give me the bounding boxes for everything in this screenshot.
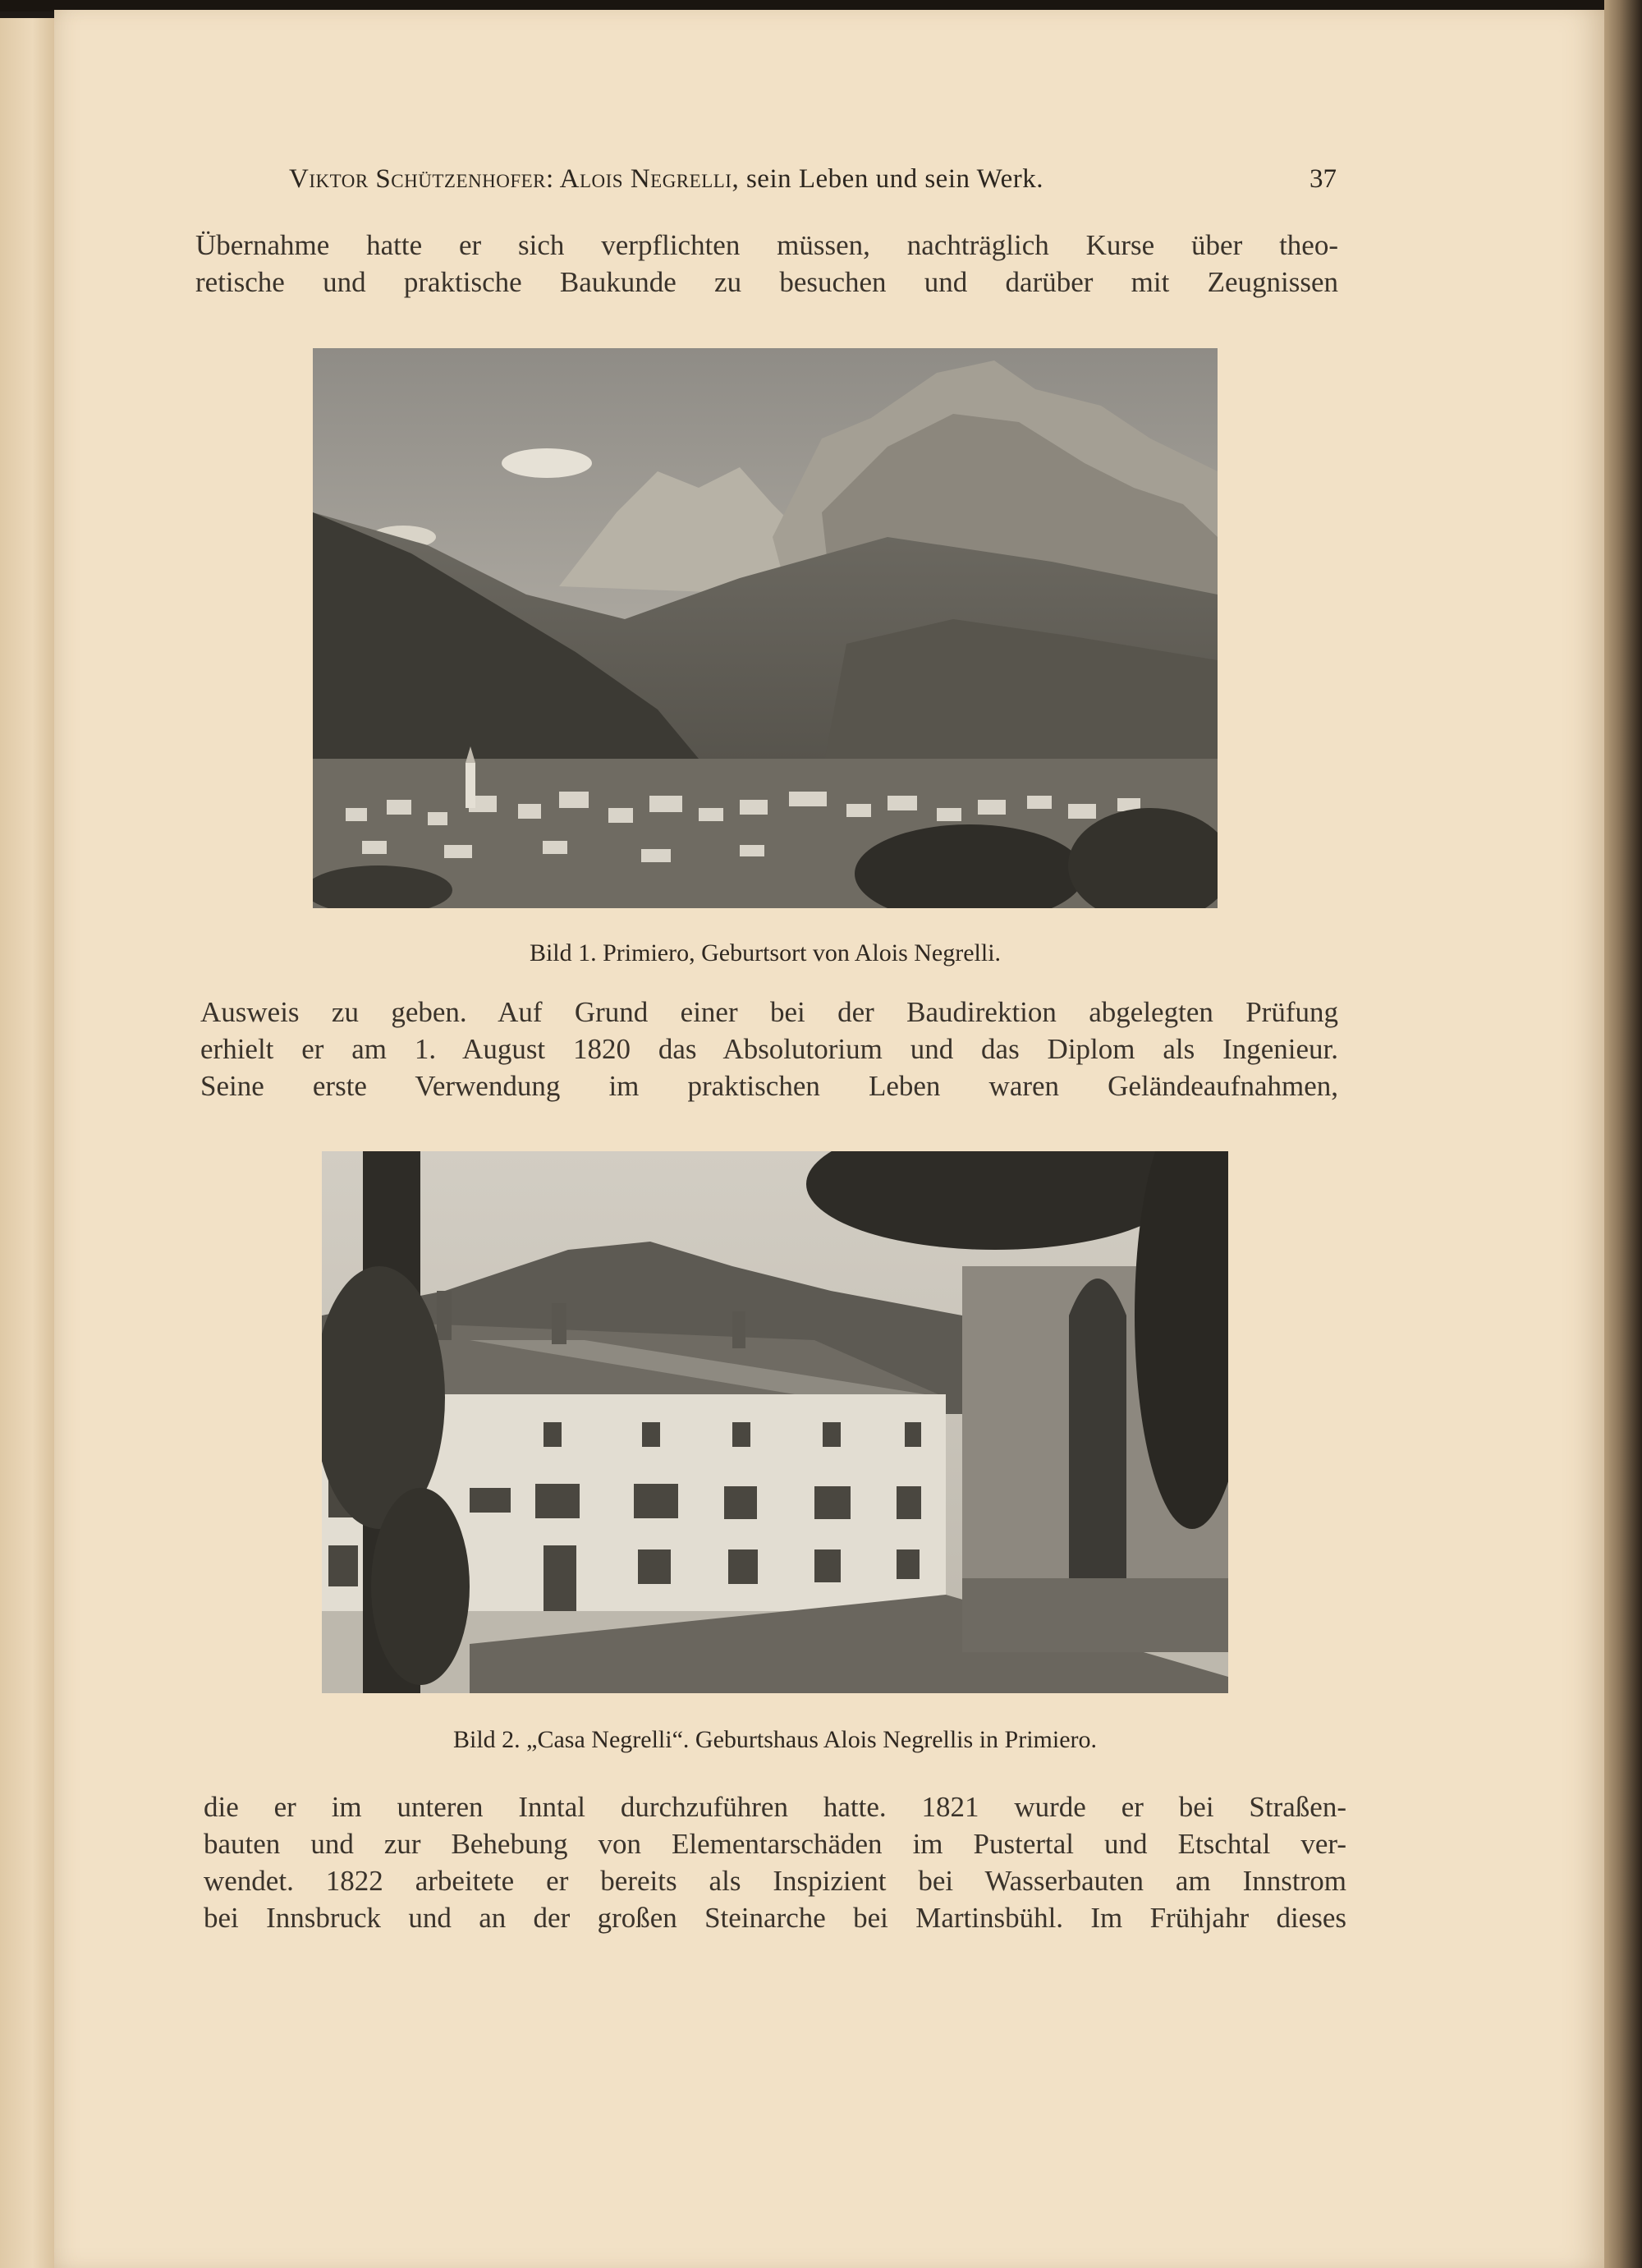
figure-1-caption: Bild 1. Primiero, Geburtsort von Alois Negrelli. <box>529 939 1002 966</box>
text-line: bauten und zur Behebung von Elementarschäden im Pustertal und Etschtal ver- <box>204 1828 1346 1860</box>
text-line: Seine erste Verwendung im praktischen Leben waren Geländeaufnahmen, <box>200 1070 1338 1102</box>
book-spine-edge <box>1604 0 1642 2268</box>
figure-1-photo <box>313 348 1218 908</box>
previous-page-edge <box>0 18 57 2268</box>
paragraph-1 <box>195 227 1338 301</box>
text-line: erhielt er am 1. August 1820 das Absolutorium und das Diplom als Ingenieur. <box>200 1033 1338 1065</box>
running-head <box>289 164 1345 195</box>
running-head-title: Alois Negrelli, <box>559 164 740 194</box>
figure-2-photo <box>322 1151 1228 1693</box>
paragraph-3 <box>204 1788 1346 1936</box>
landscape-photo <box>313 348 1218 908</box>
text-line: retische und praktische Baukunde zu besuchen und darüber mit Zeugnissen <box>195 266 1338 298</box>
figure-2-caption: Bild 2. „Casa Negrelli“. Geburtshaus Alois Negrellis in Primiero. <box>452 1726 1098 1753</box>
running-head-subtitle: sein Leben und sein Werk. <box>745 164 1044 194</box>
text-line: die er im unteren Inntal durchzuführen hatte. 1821 wurde er bei Straßen- <box>204 1791 1346 1823</box>
text-line: Übernahme hatte er sich verpflichten müssen, nachträglich Kurse über theo- <box>195 229 1338 261</box>
text-line: wendet. 1822 arbeitete er bereits als Inspizient bei Wasserbauten am Innstrom <box>204 1865 1346 1897</box>
paragraph-2 <box>200 994 1338 1104</box>
running-head-author: Viktor Schützenhofer: <box>289 164 554 194</box>
text-line: bei Innsbruck und an der großen Steinarche bei Martinsbühl. Im Frühjahr dieses <box>204 1902 1346 1934</box>
page-number: 37 <box>1309 164 1337 194</box>
text-line: Ausweis zu geben. Auf Grund einer bei der Baudirektion abgelegten Prüfung <box>200 996 1338 1028</box>
house-photo <box>322 1151 1228 1693</box>
